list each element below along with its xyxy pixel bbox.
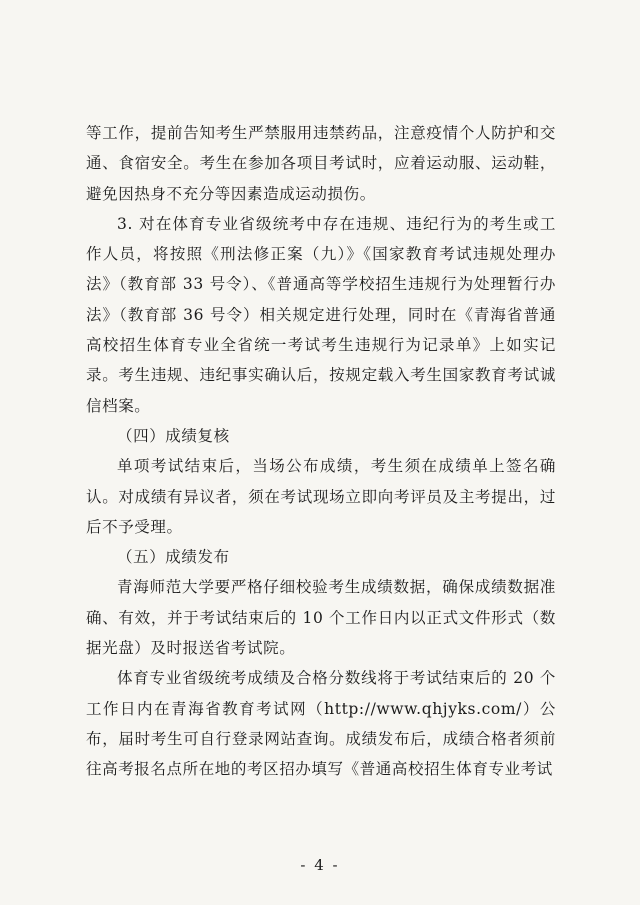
paragraph-1: 等工作，提前告知考生严禁服用违禁药品，注意疫情个人防护和交通、食宿安全。考生在参加各项目考试时，应着运动服、运动鞋，避免因热身不充分等因素造成运动损伤。 <box>86 124 556 203</box>
section-heading-5: （五）成绩发布 <box>117 548 230 567</box>
paragraph-2: 3. 对在体育专业省级统考中存在违规、违纪行为的考生或工作人员，将按照《刑法修正案（九）》《国家教育考试违规处理办法》（教育部 33 号令）、《普通高等学校招生违规行为处理暂行办法》（教育部 36 号令）相关规定进行处理，同时在《青海省普通高校招生体育专业全省统一考试考生违规行为记录单》上如实记录。考生违规、违纪事实确认后，按规定载入考生国家教育考试诚信档案。 <box>86 214 556 415</box>
paragraph-4: 青海师范大学要严格仔细校验考生成绩数据，确保成绩数据准确、有效，并于考试结束后的 10 个工作日内以正式文件形式（数据光盘）及时报送省考试院。 <box>86 578 556 658</box>
document-body <box>86 118 556 785</box>
paragraph-3: 单项考试结束后，当场公布成绩，考生须在成绩单上签名确认。对成绩有异议者，须在考试现场立即向考评员及主考提出，过后不予受理。 <box>86 457 556 536</box>
section-heading-4: （四）成绩复核 <box>117 426 230 445</box>
paragraph-5: 体育专业省级统考成绩及合格分数线将于考试结束后的 20 个工作日内在青海省教育考试网（http://www.qhjyks.com/）公布，届时考生可自行登录网站查询。成绩发布后，成绩合格者须前往高考报名点所在地的考区招办填写《普通高校招生体育专业考试 <box>86 669 556 779</box>
page-number: - 4 - <box>300 856 340 874</box>
